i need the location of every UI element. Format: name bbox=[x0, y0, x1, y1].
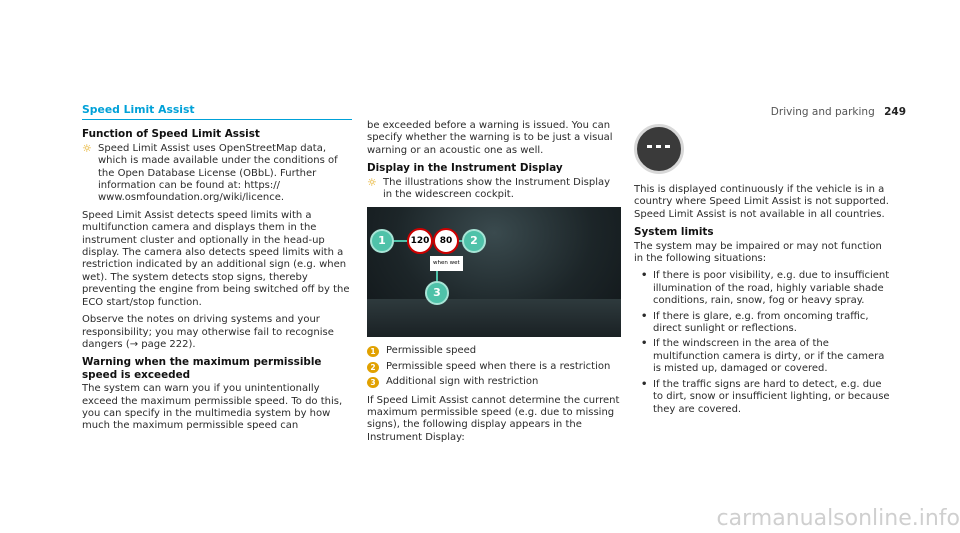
note-text: The illustrations show the Instrument Display in the widescreen cockpit. bbox=[383, 176, 611, 201]
list-item: • If there is glare, e.g. from oncoming traffic, direct sunlight or reflections. bbox=[634, 311, 890, 336]
section-title: Speed Limit Assist bbox=[82, 104, 352, 120]
header-section: Driving and parking bbox=[770, 106, 875, 118]
paragraph: This is displayed continuously if the vehicle is in a country where Speed Limit Assist is not supported. Speed Limit Assist is not available in all countries. bbox=[634, 184, 889, 220]
legend-number: 1 bbox=[367, 346, 379, 357]
note-text: Speed Limit Assist uses OpenStreetMap data, which is made available under the conditions of the Open Database License (OBbL). Further information can be found at: https:// www.osmfoundation.org/wiki/licence. bbox=[98, 142, 338, 204]
legend-item bbox=[367, 376, 621, 388]
subheading-display: Display in the Instrument Display bbox=[367, 162, 563, 175]
list-item: • If the windscreen in the area of the multifunction camera is dirty, or if the camera is misted up, damaged or covered. bbox=[634, 338, 890, 375]
restricted-speed-sign: 80 bbox=[433, 228, 459, 254]
note-widescreen bbox=[367, 177, 621, 202]
legend-text: Additional sign with restriction bbox=[386, 376, 539, 388]
column-2 bbox=[367, 120, 621, 449]
page-number: 249 bbox=[884, 106, 906, 118]
list-item: • If there is poor visibility, e.g. due to insufficient illumination of the road, highly variable shade conditions, rain, snow, fog or heavy spray. bbox=[634, 270, 890, 307]
subheading-function: Function of Speed Limit Assist bbox=[82, 128, 260, 141]
display-band bbox=[367, 299, 621, 337]
column-1 bbox=[82, 104, 352, 438]
paragraph: The system may be impaired or may not function in the following situations: bbox=[634, 240, 882, 265]
callout-1: 1 bbox=[370, 229, 394, 253]
paragraph: If Speed Limit Assist cannot determine the current maximum permissible speed (e.g. due to missing signs), the following display appears in the Instrument Display: bbox=[367, 394, 620, 443]
paragraph: be exceeded before a warning is issued. You can specify whether the warning is to be just a visual warning or an acoustic one as well. bbox=[367, 120, 613, 156]
info-note-icon: ☼ bbox=[82, 141, 92, 155]
legend-item bbox=[367, 345, 621, 357]
no-speed-info-icon bbox=[634, 124, 684, 174]
legend-number: 2 bbox=[367, 362, 379, 373]
info-note-icon: ☼ bbox=[367, 175, 377, 189]
paragraph: Observe the notes on driving systems and your responsibility; you may otherwise fail to recognise dangers (→ page 222). bbox=[82, 314, 334, 350]
figure-legend bbox=[367, 345, 621, 388]
legend-number: 3 bbox=[367, 377, 379, 388]
legend-text: Permissible speed when there is a restriction bbox=[386, 360, 611, 372]
callout-3: 3 bbox=[425, 281, 449, 305]
legend-item bbox=[367, 361, 621, 373]
watermark: carmanualsonline.info bbox=[716, 506, 960, 531]
subheading-warning: Warning when the maximum permissible speed is exceeded bbox=[82, 356, 322, 381]
subheading-limits: System limits bbox=[634, 226, 714, 239]
limits-list bbox=[634, 270, 890, 415]
page-header bbox=[771, 106, 906, 118]
column-3 bbox=[634, 124, 890, 419]
legend-text: Permissible speed bbox=[386, 345, 477, 357]
instrument-display-illustration bbox=[367, 207, 621, 337]
speed-limit-sign: 120 bbox=[407, 228, 433, 254]
list-item: • If the traffic signs are hard to detect, e.g. due to dirt, snow or insufficient lighting, or because they are covered. bbox=[634, 379, 890, 416]
paragraph: The system can warn you if you unintentionally exceed the maximum permissible speed. To do this, you can specify in the multimedia system by how much the maximum permissible speed can bbox=[82, 383, 343, 432]
paragraph: Speed Limit Assist detects speed limits with a multifunction camera and displays them in the instrument cluster and optionally in the head-up display. The camera also detects speed limits with a restriction indicated by an additional sign (e.g. when wet). The system detects stop signs, thereby preventing the engine from being switched off by the ECO start/stop function. bbox=[82, 209, 350, 308]
note-osm bbox=[82, 143, 352, 205]
callout-2: 2 bbox=[462, 229, 486, 253]
additional-sign: when wet bbox=[430, 256, 463, 270]
